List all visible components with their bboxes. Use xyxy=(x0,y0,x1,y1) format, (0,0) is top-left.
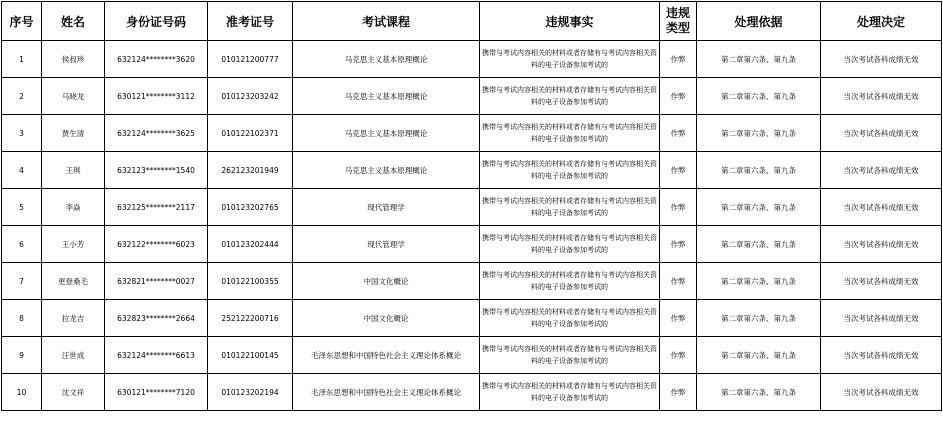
cell-name: 侯叔珍 xyxy=(42,41,105,78)
cell-decision: 当次考试各科成绩无效 xyxy=(821,300,942,337)
table-row xyxy=(2,78,942,115)
cell-basis: 第二章第六条、第九条 xyxy=(697,263,821,300)
cell-name: 王琪 xyxy=(42,152,105,189)
header-ticket: 准考证号 xyxy=(208,2,293,41)
table-row xyxy=(2,41,942,78)
cell-basis: 第二章第六条、第九条 xyxy=(697,115,821,152)
cell-basis: 第二章第六条、第九条 xyxy=(697,189,821,226)
violations-table xyxy=(1,1,942,411)
table-row xyxy=(2,374,942,411)
header-decision: 处理决定 xyxy=(821,2,942,41)
cell-course: 马克思主义基本原理概论 xyxy=(293,41,480,78)
table-row xyxy=(2,300,942,337)
cell-fact: 携带与考试内容相关的材料或者存储有与考试内容相关资料的电子设备参加考试的 xyxy=(480,300,660,337)
cell-ticket: 010123202194 xyxy=(208,374,293,411)
cell-basis: 第二章第六条、第九条 xyxy=(697,300,821,337)
cell-id-number: 632122********6023 xyxy=(105,226,208,263)
table-row xyxy=(2,337,942,374)
cell-ticket: 010122100145 xyxy=(208,337,293,374)
cell-course: 现代管理学 xyxy=(293,189,480,226)
cell-basis: 第二章第六条、第九条 xyxy=(697,226,821,263)
cell-id-number: 632823********2664 xyxy=(105,300,208,337)
header-name: 姓名 xyxy=(42,2,105,41)
cell-fact: 携带与考试内容相关的材料或者存储有与考试内容相关资料的电子设备参加考试的 xyxy=(480,41,660,78)
cell-fact: 携带与考试内容相关的材料或者存储有与考试内容相关资料的电子设备参加考试的 xyxy=(480,226,660,263)
cell-ticket: 010122100355 xyxy=(208,263,293,300)
cell-fact: 携带与考试内容相关的材料或者存储有与考试内容相关资料的电子设备参加考试的 xyxy=(480,152,660,189)
header-fact: 违规事实 xyxy=(480,2,660,41)
table-row xyxy=(2,189,942,226)
cell-name: 李焱 xyxy=(42,189,105,226)
cell-name: 沈文祥 xyxy=(42,374,105,411)
cell-name: 贾生清 xyxy=(42,115,105,152)
cell-ticket: 252122200716 xyxy=(208,300,293,337)
cell-seq: 9 xyxy=(2,337,42,374)
cell-type: 作弊 xyxy=(660,152,697,189)
cell-name: 拉龙吉 xyxy=(42,300,105,337)
cell-ticket: 010121200777 xyxy=(208,41,293,78)
cell-seq: 1 xyxy=(2,41,42,78)
cell-id-number: 632123********1540 xyxy=(105,152,208,189)
cell-id-number: 632125********2117 xyxy=(105,189,208,226)
header-type: 违规类型 xyxy=(660,2,697,41)
table-row xyxy=(2,263,942,300)
table-row xyxy=(2,115,942,152)
cell-type: 作弊 xyxy=(660,374,697,411)
cell-type: 作弊 xyxy=(660,41,697,78)
cell-type: 作弊 xyxy=(660,300,697,337)
cell-seq: 3 xyxy=(2,115,42,152)
cell-decision: 当次考试各科成绩无效 xyxy=(821,41,942,78)
cell-id-number: 630121********3112 xyxy=(105,78,208,115)
cell-course: 马克思主义基本原理概论 xyxy=(293,78,480,115)
cell-fact: 携带与考试内容相关的材料或者存储有与考试内容相关资料的电子设备参加考试的 xyxy=(480,374,660,411)
cell-id-number: 630121********7120 xyxy=(105,374,208,411)
cell-fact: 携带与考试内容相关的材料或者存储有与考试内容相关资料的电子设备参加考试的 xyxy=(480,263,660,300)
header-id-number: 身份证号码 xyxy=(105,2,208,41)
cell-id-number: 632124********3620 xyxy=(105,41,208,78)
cell-ticket: 010122102371 xyxy=(208,115,293,152)
cell-ticket: 262123201949 xyxy=(208,152,293,189)
cell-basis: 第二章第六条、第九条 xyxy=(697,152,821,189)
cell-type: 作弊 xyxy=(660,189,697,226)
cell-decision: 当次考试各科成绩无效 xyxy=(821,152,942,189)
cell-name: 马晓龙 xyxy=(42,78,105,115)
cell-id-number: 632124********3625 xyxy=(105,115,208,152)
cell-course: 中国文化概论 xyxy=(293,300,480,337)
cell-type: 作弊 xyxy=(660,337,697,374)
cell-seq: 4 xyxy=(2,152,42,189)
cell-course: 中国文化概论 xyxy=(293,263,480,300)
cell-basis: 第二章第六条、第九条 xyxy=(697,41,821,78)
cell-fact: 携带与考试内容相关的材料或者存储有与考试内容相关资料的电子设备参加考试的 xyxy=(480,337,660,374)
table-row xyxy=(2,152,942,189)
cell-seq: 7 xyxy=(2,263,42,300)
cell-type: 作弊 xyxy=(660,115,697,152)
cell-basis: 第二章第六条、第九条 xyxy=(697,78,821,115)
cell-basis: 第二章第六条、第九条 xyxy=(697,374,821,411)
cell-seq: 5 xyxy=(2,189,42,226)
cell-seq: 8 xyxy=(2,300,42,337)
cell-ticket: 010123202444 xyxy=(208,226,293,263)
cell-decision: 当次考试各科成绩无效 xyxy=(821,189,942,226)
header-course: 考试课程 xyxy=(293,2,480,41)
cell-ticket: 010123203242 xyxy=(208,78,293,115)
cell-decision: 当次考试各科成绩无效 xyxy=(821,263,942,300)
table-body xyxy=(2,41,942,411)
cell-name: 更登桑毛 xyxy=(42,263,105,300)
cell-course: 现代管理学 xyxy=(293,226,480,263)
cell-fact: 携带与考试内容相关的材料或者存储有与考试内容相关资料的电子设备参加考试的 xyxy=(480,78,660,115)
cell-id-number: 632124********6613 xyxy=(105,337,208,374)
header-basis: 处理依据 xyxy=(697,2,821,41)
cell-decision: 当次考试各科成绩无效 xyxy=(821,374,942,411)
cell-name: 汪世成 xyxy=(42,337,105,374)
cell-decision: 当次考试各科成绩无效 xyxy=(821,78,942,115)
header-row xyxy=(2,2,942,41)
cell-seq: 10 xyxy=(2,374,42,411)
cell-decision: 当次考试各科成绩无效 xyxy=(821,115,942,152)
cell-course: 马克思主义基本原理概论 xyxy=(293,152,480,189)
cell-course: 毛泽东思想和中国特色社会主义理论体系概论 xyxy=(293,337,480,374)
cell-fact: 携带与考试内容相关的材料或者存储有与考试内容相关资料的电子设备参加考试的 xyxy=(480,189,660,226)
cell-type: 作弊 xyxy=(660,226,697,263)
cell-type: 作弊 xyxy=(660,263,697,300)
header-seq: 序号 xyxy=(2,2,42,41)
cell-seq: 6 xyxy=(2,226,42,263)
cell-type: 作弊 xyxy=(660,78,697,115)
cell-decision: 当次考试各科成绩无效 xyxy=(821,226,942,263)
cell-course: 马克思主义基本原理概论 xyxy=(293,115,480,152)
cell-seq: 2 xyxy=(2,78,42,115)
table-row xyxy=(2,226,942,263)
cell-id-number: 632821********0027 xyxy=(105,263,208,300)
cell-fact: 携带与考试内容相关的材料或者存储有与考试内容相关资料的电子设备参加考试的 xyxy=(480,115,660,152)
cell-ticket: 010123202765 xyxy=(208,189,293,226)
cell-name: 王小芳 xyxy=(42,226,105,263)
cell-basis: 第二章第六条、第九条 xyxy=(697,337,821,374)
cell-course: 毛泽东思想和中国特色社会主义理论体系概论 xyxy=(293,374,480,411)
cell-decision: 当次考试各科成绩无效 xyxy=(821,337,942,374)
